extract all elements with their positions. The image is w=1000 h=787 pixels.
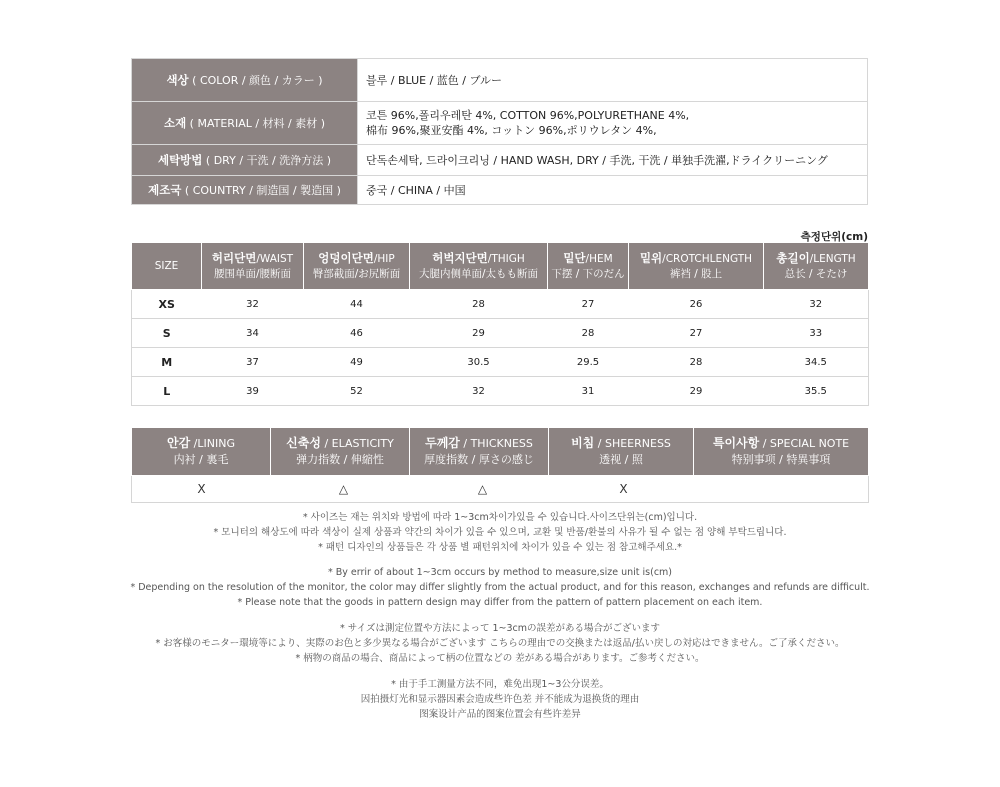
product-info-table	[131, 58, 868, 205]
lining-mark: X	[197, 482, 206, 496]
size-cell: 39	[202, 377, 304, 406]
size-cell: 33	[764, 319, 869, 348]
size-cell: 28	[629, 348, 764, 377]
info-value-country: 중국 / CHINA / 中国	[358, 176, 868, 205]
feature-header-thickness: 두께감 / THICKNESS 厚度指数 / 厚さの感じ	[410, 428, 549, 476]
size-cell: 28	[410, 290, 548, 319]
note-line: * Depending on the resolution of the monitor, the color may differ slightly from the actual product, and for this reason, exchanges and refunds are difficult.	[130, 582, 870, 593]
info-key-color: 색상 ( COLOR / 颜色 / カラー )	[132, 59, 358, 102]
table-row	[132, 377, 869, 406]
info-key-washing: 세탁방법 ( DRY / 干洗 / 洗浄方法 )	[132, 145, 358, 176]
size-cell: 31	[548, 377, 629, 406]
notes-english	[0, 565, 1000, 610]
note-line: * 패턴 디자인의 상품들은 각 상품 별 패턴위치에 차이가 있을 수 있는 점 참고해주세요.*	[318, 542, 682, 553]
size-cell: 29	[629, 377, 764, 406]
feature-header-special-note: 특이사항 / SPECIAL NOTE 特别事项 / 特異事項	[694, 428, 869, 476]
size-label: M	[132, 348, 202, 377]
size-cell: 30.5	[410, 348, 548, 377]
note-line: * By errir of about 1~3cm occurs by method to measure,size unit is(cm)	[327, 567, 673, 578]
table-row	[132, 290, 869, 319]
info-value-color: 블루 / BLUE / 蓝色 / ブルー	[358, 59, 868, 102]
notes-korean	[0, 510, 1000, 555]
size-cell: 27	[548, 290, 629, 319]
size-cell: 28	[548, 319, 629, 348]
note-line: 图案设计产品的图案位置会有些许差异	[419, 709, 581, 720]
note-line: * 由于手工测量方法不同，难免出现1~3公分误差。	[391, 679, 609, 690]
size-cell: 32	[764, 290, 869, 319]
size-cell: 46	[304, 319, 410, 348]
size-cell: 34	[202, 319, 304, 348]
size-header-hem: 밑단/HEM 下摆 / 下のだん	[548, 243, 629, 290]
info-value-material: 코튼 96%,폴리우레탄 4%, COTTON 96%,POLYURETHANE 4%, 棉布 96%,聚亚安酯 4%, コットン 96%,ポリウレタン 4%,	[358, 102, 868, 145]
info-key-country: 제조국 ( COUNTRY / 制造国 / 製造国 )	[132, 176, 358, 205]
feature-header-sheerness: 비침 / SHEERNESS 透视 / 照	[549, 428, 694, 476]
size-cell: 29	[410, 319, 548, 348]
size-header-waist: 허리단면/WAIST 腰围单面/腰断面	[202, 243, 304, 290]
size-header-size: SIZE	[132, 243, 202, 290]
size-header-crotch: 밑위/CROTCHLENGTH 裤裆 / 股上	[629, 243, 764, 290]
size-cell: 37	[202, 348, 304, 377]
feature-table	[131, 427, 869, 503]
feature-marks-row	[132, 476, 869, 503]
size-label: XS	[132, 290, 202, 319]
elasticity-mark: △	[338, 482, 349, 496]
feature-header-lining: 안감 /LINING 内衬 / 裏毛	[132, 428, 271, 476]
size-header-hip: 엉덩이단면/HIP 臀部截面/お尻断面	[304, 243, 410, 290]
sheerness-mark: X	[619, 482, 628, 496]
size-cell: 32	[410, 377, 548, 406]
notes-chinese	[0, 677, 1000, 722]
size-cell: 27	[629, 319, 764, 348]
size-label: S	[132, 319, 202, 348]
note-line: * 柄物の商品の場合、商品によって柄の位置などの 差がある場合があります。ご参考ください。	[295, 653, 705, 664]
note-line: * サイズは測定位置や方法によって 1~3cmの誤差がある場合がございます	[339, 623, 661, 634]
feature-header-elasticity: 신축성 / ELASTICITY 弹力指数 / 伸縮性	[271, 428, 410, 476]
note-line: * 사이즈는 재는 위치와 방법에 따라 1~3cm차이가있을 수 있습니다.사이즈단위는(cm)입니다.	[302, 512, 698, 523]
note-line: 因拍摄灯光和显示器因素会造成些许色差 并不能成为退换货的理由	[360, 694, 640, 705]
size-header-thigh: 허벅지단면/THIGH 大腿内侧单面/太もも断面	[410, 243, 548, 290]
notes-japanese	[0, 621, 1000, 666]
size-header-length: 총길이/LENGTH 总长 / そたけ	[764, 243, 869, 290]
measurement-unit: 측정단위(cm)	[800, 231, 868, 243]
note-line: * お客様のモニター環境等により、実際のお色と多少異なる場合がございます こちらの理由での交換または返品/払い戻しの対応はできません。ご了承ください。	[155, 638, 845, 649]
size-cell: 49	[304, 348, 410, 377]
size-cell: 34.5	[764, 348, 869, 377]
size-cell: 32	[202, 290, 304, 319]
thickness-mark: △	[477, 482, 488, 496]
size-cell: 52	[304, 377, 410, 406]
info-key-material: 소재 ( MATERIAL / 材料 / 素材 )	[132, 102, 358, 145]
size-cell: 44	[304, 290, 410, 319]
size-cell: 35.5	[764, 377, 869, 406]
table-row	[132, 348, 869, 377]
note-line: * 모니터의 해상도에 따라 색상이 실제 상품과 약간의 차이가 있을 수 있으며, 교환 및 반품/환불의 사유가 될 수 없는 점 양해 부탁드립니다.	[213, 527, 787, 538]
size-cell: 29.5	[548, 348, 629, 377]
note-line: * Please note that the goods in pattern design may differ from the pattern of pattern placement on each item.	[237, 597, 763, 608]
info-value-washing: 단독손세탁, 드라이크리닝 / HAND WASH, DRY / 手洗, 干洗 / 単独手洗濯,ドライクリーニング	[358, 145, 868, 176]
size-label: L	[132, 377, 202, 406]
size-cell: 26	[629, 290, 764, 319]
table-row	[132, 319, 869, 348]
size-table	[131, 242, 869, 406]
